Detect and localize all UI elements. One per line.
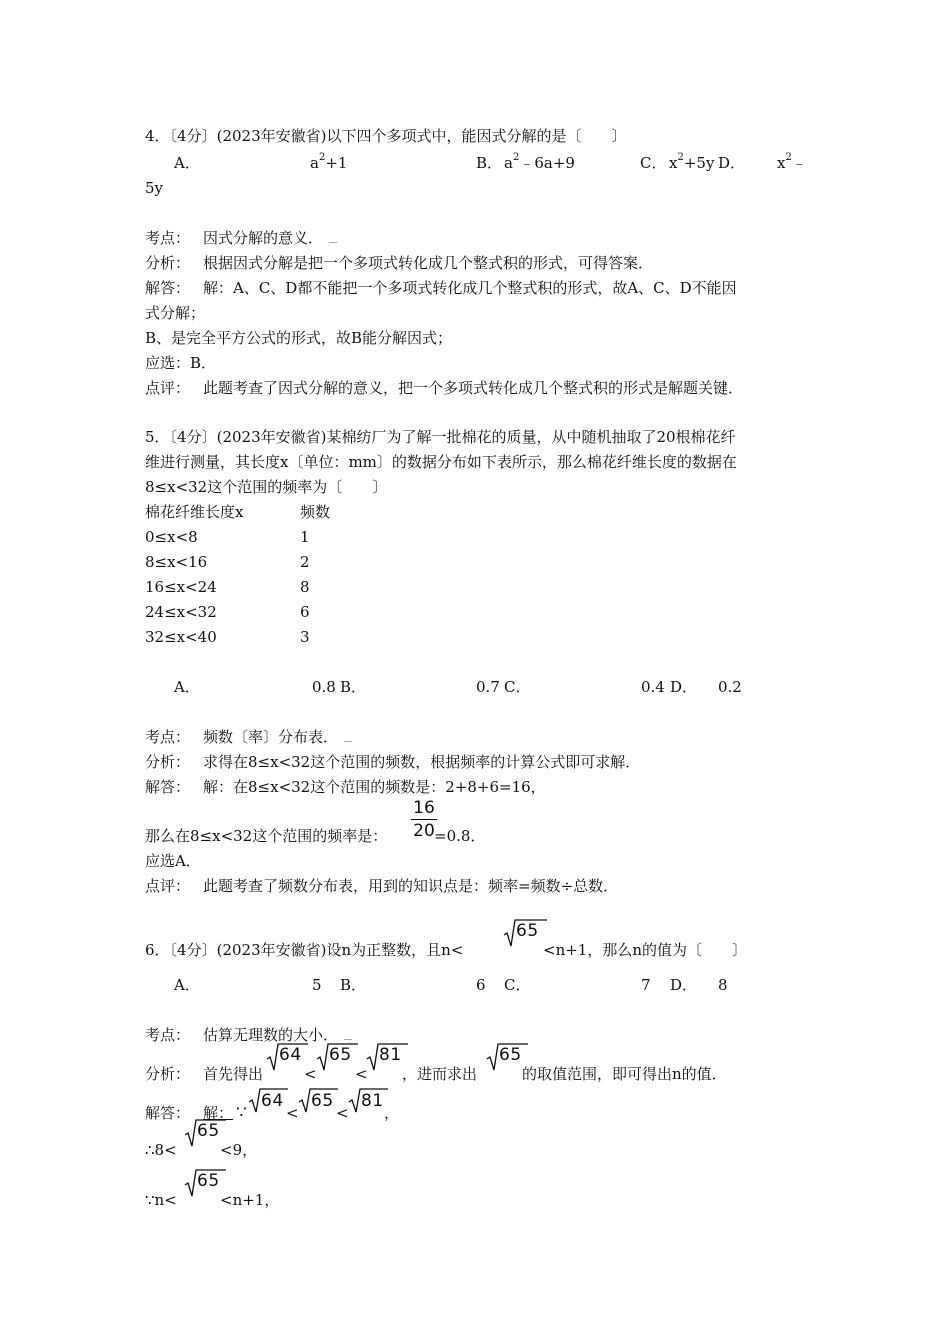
q6-option-b: 6 (476, 976, 486, 994)
q6-line3-post: <n+1， (220, 1191, 280, 1209)
q5-option-d-label: D． (670, 678, 698, 696)
q6-option-c: 7 (641, 976, 651, 994)
q5-jieda-line3: 应选A． (145, 852, 201, 870)
q4-kaodian: 因式分解的意义． (203, 228, 337, 248)
fraction-numerator: 16 (413, 798, 435, 818)
q4-kaodian-label: 考点： (145, 229, 191, 247)
less-than: < (286, 1104, 299, 1122)
sqrt-64 (266, 1042, 308, 1076)
q5-jieda-line2-post: =0.8． (434, 827, 486, 845)
less-than: < (355, 1065, 368, 1083)
q5-table-row-count: 6 (300, 603, 310, 621)
q4-option-b-label: B． (476, 154, 503, 172)
q4-dianping: 此题考查了因式分解的意义，把一个多项式转化成几个整式积的形式是解题关键． (203, 379, 744, 397)
q4-option-c: $x^2+5y$ (669, 152, 715, 172)
q6-line2-pre: ∴8< (145, 1141, 177, 1159)
q6-option-d: 8 (718, 976, 728, 994)
q6-fenxi-label: 分析： (145, 1065, 191, 1083)
q6-line2-post: <9， (220, 1141, 258, 1159)
less-than: < (304, 1065, 317, 1083)
q5-fenxi-label: 分析： (145, 753, 191, 771)
q6-kaodian-label: 考点： (145, 1026, 191, 1044)
q4-option-c-label: C． (640, 154, 667, 172)
q6-stem-post: <n+1，那么n的值为〔 〕 (543, 941, 748, 959)
q4-option-a-label: A． (174, 154, 200, 172)
q6-kaodian: 估算无理数的大小． (203, 1025, 352, 1045)
radicand: 65 (329, 1045, 352, 1065)
radicand: 65 (499, 1045, 522, 1065)
q5-stem-line1: 5．〔4分〕(2023年安徽省)某棉纺厂为了解一批棉花的质量，从中随机抽取了20根棉花纤 (145, 428, 736, 446)
q6-option-c-label: C． (504, 976, 531, 994)
q5-fenxi: 求得在8≤x<32这个范围的频数，根据频率的计算公式即可求解． (203, 753, 641, 771)
q4-fenxi: 根据因式分解是把一个多项式转化成几个整式积的形式，可得答案． (203, 254, 654, 272)
radicand: 81 (379, 1045, 402, 1065)
q6-fenxi-mid: ，进而求出 (402, 1065, 478, 1083)
radicand: 64 (261, 1091, 284, 1111)
radicand: 65 (197, 1171, 220, 1191)
q5-table-header-length: 棉花纤维长度x (145, 503, 244, 521)
sqrt-64 (248, 1087, 288, 1117)
q4-kaodian-mark (329, 232, 337, 243)
q4-fenxi-label: 分析： (145, 254, 191, 272)
sqrt-65 (298, 1087, 338, 1117)
q6-fenxi-pre: 首先得出 (203, 1065, 264, 1083)
less-than: < (336, 1104, 349, 1122)
q6-option-b-label: B． (340, 976, 367, 994)
q5-table-row-range: 8≤x<16 (145, 553, 208, 571)
q4-option-d-wrap: 5y (145, 179, 164, 197)
q6-option-a: 5 (312, 976, 322, 994)
q5-kaodian: 频数〔率〕分布表． (203, 727, 352, 747)
q4-jieda-line3: B、是完全平方公式的形式，故B能分解因式； (145, 329, 453, 347)
comma: ， (384, 1104, 400, 1122)
q4-jieda-line4: 应选：B． (145, 354, 217, 372)
q6-option-a-label: A． (174, 976, 200, 994)
q5-option-b-label: B． (340, 678, 367, 696)
q6-kaodian-mark (344, 1029, 352, 1040)
q4-jieda-line1: 解：A、C、D都不能把一个多项式转化成几个整式积的形式，故A、C、D不能因 (203, 279, 737, 297)
q5-option-c-label: C． (504, 678, 531, 696)
radicand: 65 (516, 921, 539, 941)
q5-jieda-line2-pre: 那么在8≤x<32这个范围的频率是： (145, 827, 388, 845)
q4-option-d-label: D． (718, 154, 746, 172)
fraction-bar (411, 819, 437, 820)
q6-line3-pre: ∵n< (145, 1191, 177, 1209)
q5-option-c: 0.4 (641, 678, 665, 696)
sqrt-65-stem (503, 918, 547, 952)
q5-table-row-count: 1 (300, 528, 310, 546)
sqrt-81 (348, 1087, 388, 1117)
q4-jieda-label: 解答： (145, 279, 191, 297)
radicand: 65 (311, 1091, 334, 1111)
q4-stem: 4．〔4分〕(2023年安徽省)以下四个多项式中，能因式分解的是〔 〕 (145, 127, 627, 145)
q5-option-d: 0.2 (718, 678, 742, 696)
q6-jieda-label: 解答： (145, 1104, 191, 1122)
because-symbol: ∵ (236, 1103, 247, 1123)
q6-fenxi-post: 的取值范围，即可得出n的值． (522, 1065, 727, 1083)
q5-kaodian-mark (344, 731, 352, 742)
q5-table-row-count: 8 (300, 578, 310, 596)
q6-option-d-label: D． (670, 976, 698, 994)
q5-jieda-label: 解答： (145, 778, 191, 796)
q4-jieda-line2: 式分解； (145, 304, 206, 322)
q5-table-row-range: 24≤x<32 (145, 603, 217, 621)
q5-option-a: 0.8 (312, 678, 336, 696)
radicand: 65 (197, 1121, 220, 1141)
q5-option-a-label: A． (174, 678, 200, 696)
radicand: 64 (279, 1045, 302, 1065)
q4-option-a: $a^2+1$ (310, 152, 348, 172)
q6-jieda-jie: 解： (203, 1104, 234, 1122)
q5-dianping: 此题考查了频数分布表，用到的知识点是：频率=频数÷总数． (203, 877, 619, 895)
q4-dianping-label: 点评： (145, 379, 191, 397)
q4-option-b: $a^2﹣6a+9$ (504, 152, 575, 172)
q5-stem-line2: 维进行测量，其长度x〔单位：mm〕的数据分布如下表所示，那么棉花纤维长度的数据在 (145, 453, 737, 471)
q4-option-d: $x^2﹣$ (777, 152, 807, 172)
q5-table-row-count: 3 (300, 628, 310, 646)
fraction-denominator: 20 (413, 821, 435, 841)
q5-jieda-line1: 解：在8≤x<32这个范围的频数是：2+8+6=16， (203, 778, 546, 796)
q5-table-row-range: 16≤x<24 (145, 578, 217, 596)
radicand: 81 (361, 1091, 384, 1111)
sqrt-65 (316, 1042, 358, 1076)
q5-option-b: 0.7 (476, 678, 500, 696)
q5-table-row-count: 2 (300, 553, 310, 571)
q5-table-row-range: 32≤x<40 (145, 628, 217, 646)
q5-table-row-range: 0≤x<8 (145, 528, 198, 546)
q5-kaodian-label: 考点： (145, 728, 191, 746)
q5-stem-line3: 8≤x<32这个范围的频率为〔 〕 (145, 478, 388, 496)
q6-stem-pre: 6．〔4分〕(2023年安徽省)设n为正整数，且n< (145, 941, 464, 959)
q5-dianping-label: 点评： (145, 877, 191, 895)
q5-table-header-freq: 频数 (300, 503, 331, 521)
